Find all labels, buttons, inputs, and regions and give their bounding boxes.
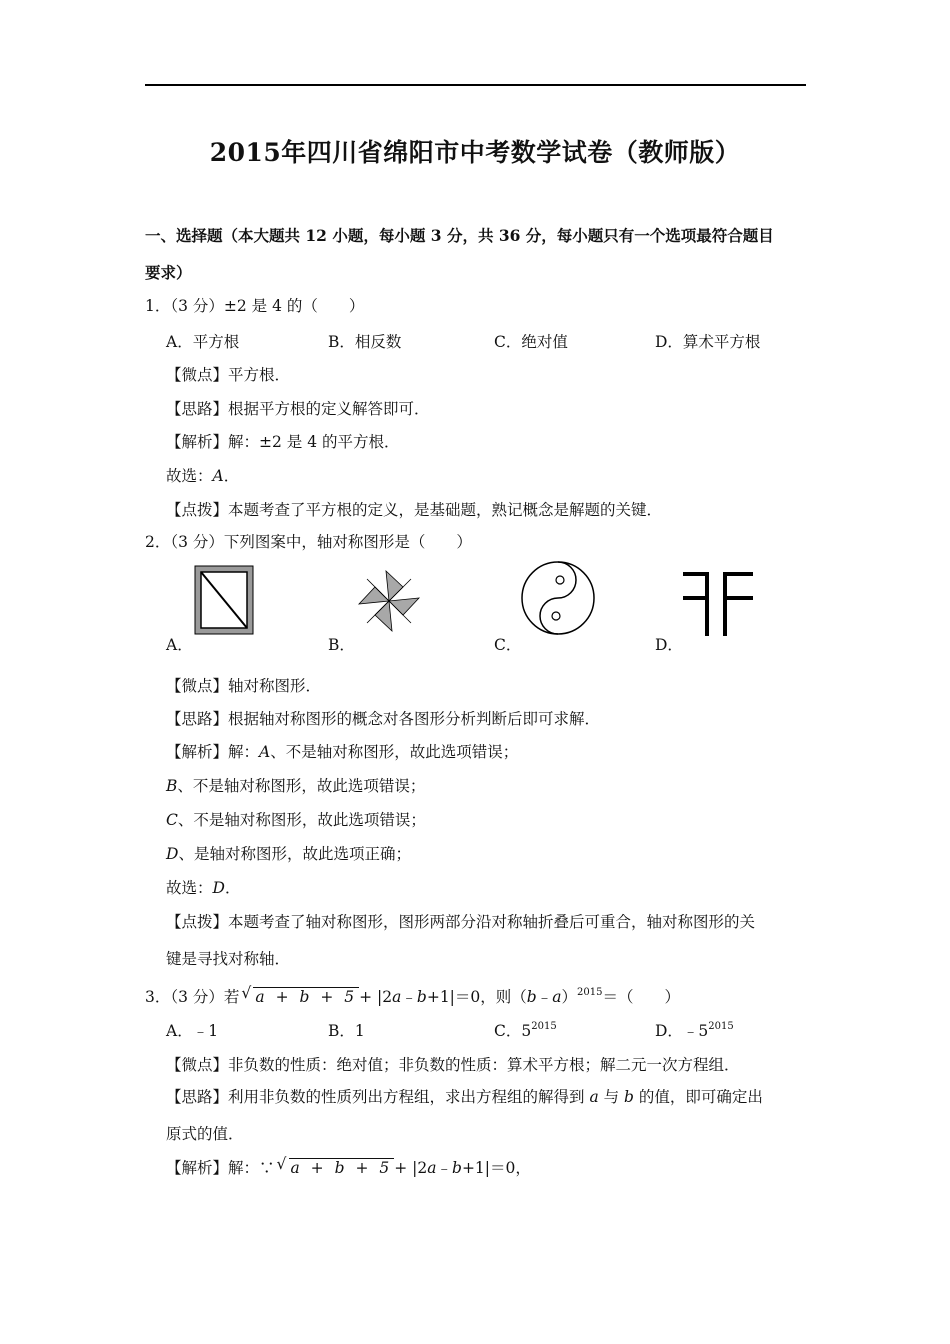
kai-character-icon xyxy=(683,568,753,636)
q3-option-c: C．$5^{2015}$ xyxy=(494,1021,557,1040)
q2-stem: 2．（3 分）下列图案中，轴对称图形是（ ） xyxy=(145,533,472,551)
q3-option-a: A．﹣1 xyxy=(166,1022,219,1040)
q2-b-line: B、不是轴对称图形，故此选项错误； xyxy=(166,777,426,795)
sqrt-expression: √ a + b + 5 xyxy=(241,984,358,1006)
q1-option-c: C．绝对值 xyxy=(494,333,568,351)
pinwheel-icon xyxy=(354,568,424,634)
q3-silu: 【思路】利用非负数的性质列出方程组，求出方程组的解得到 a 与 b 的值，即可确定出 xyxy=(166,1088,763,1106)
q3-jiexi: 【解析】解：∵ √ a + b + 5 + |2a﹣b+1|＝0， xyxy=(166,1155,531,1177)
q2-dianbo-cont: 键是寻找对称轴． xyxy=(166,950,291,968)
q2-dianbo: 【点拨】本题考查了轴对称图形，图形两部分沿对称轴折叠后可重合，轴对称图形的关 xyxy=(166,913,756,931)
sqrt-expression: √ a + b + 5 xyxy=(276,1155,393,1177)
q3-option-b: B．1 xyxy=(328,1022,365,1040)
q2-option-a: A． xyxy=(166,636,193,654)
q3-stem: 3．（3 分）若 √ a + b + 5 + |2a﹣b+1|＝0，则（b﹣a）$^{2015}$＝（ ） xyxy=(145,984,680,1006)
section-heading-cont: 要求） xyxy=(145,263,192,282)
q2-jiexi: 【解析】解：A、不是轴对称图形，故此选项错误； xyxy=(166,743,519,761)
q1-answer: 故选：A． xyxy=(166,467,240,485)
q1-weidian: 【微点】平方根． xyxy=(166,366,291,384)
q2-weidian: 【微点】轴对称图形． xyxy=(166,677,322,695)
q1-dianbo: 【点拨】本题考查了平方根的定义，是基础题，熟记概念是解题的关键． xyxy=(166,501,663,519)
q2-option-c: C． xyxy=(494,636,522,654)
header-rule xyxy=(145,84,806,86)
q2-c-line: C、不是轴对称图形，故此选项错误； xyxy=(166,811,426,829)
q2-answer: 故选：D． xyxy=(166,879,241,897)
q1-option-d: D．算术平方根 xyxy=(655,333,761,351)
q2-option-b: B． xyxy=(328,636,355,654)
q1-option-b: B．相反数 xyxy=(328,333,402,351)
q2-silu: 【思路】根据轴对称图形的概念对各图形分析判断后即可求解． xyxy=(166,710,601,728)
q1-option-a: A．平方根 xyxy=(166,333,240,351)
q2-d-line: D、是轴对称图形，故此选项正确； xyxy=(166,845,411,863)
page-title: 2015年四川省绵阳市中考数学试卷（教师版） xyxy=(209,138,741,167)
q2-option-d: D． xyxy=(655,636,683,654)
q3-silu-cont: 原式的值． xyxy=(166,1125,244,1143)
q1-silu: 【思路】根据平方根的定义解答即可． xyxy=(166,400,430,418)
section-heading: 一、选择题（本大题共 12 小题，每小题 3 分，共 36 分，每小题只有一个选项最符合题目 xyxy=(145,226,774,245)
yin-yang-icon xyxy=(520,560,596,636)
square-diagonal-icon xyxy=(194,565,254,635)
q1-stem: 1．（3 分）±2 是 4 的（ ） xyxy=(145,297,365,315)
q3-weidian: 【微点】非负数的性质：绝对值；非负数的性质：算术平方根；解二元一次方程组． xyxy=(166,1056,740,1074)
q3-option-d: D．$﹣5^{2015}$ xyxy=(655,1021,734,1040)
q1-jiexi: 【解析】解：±2 是 4 的平方根． xyxy=(166,433,400,451)
